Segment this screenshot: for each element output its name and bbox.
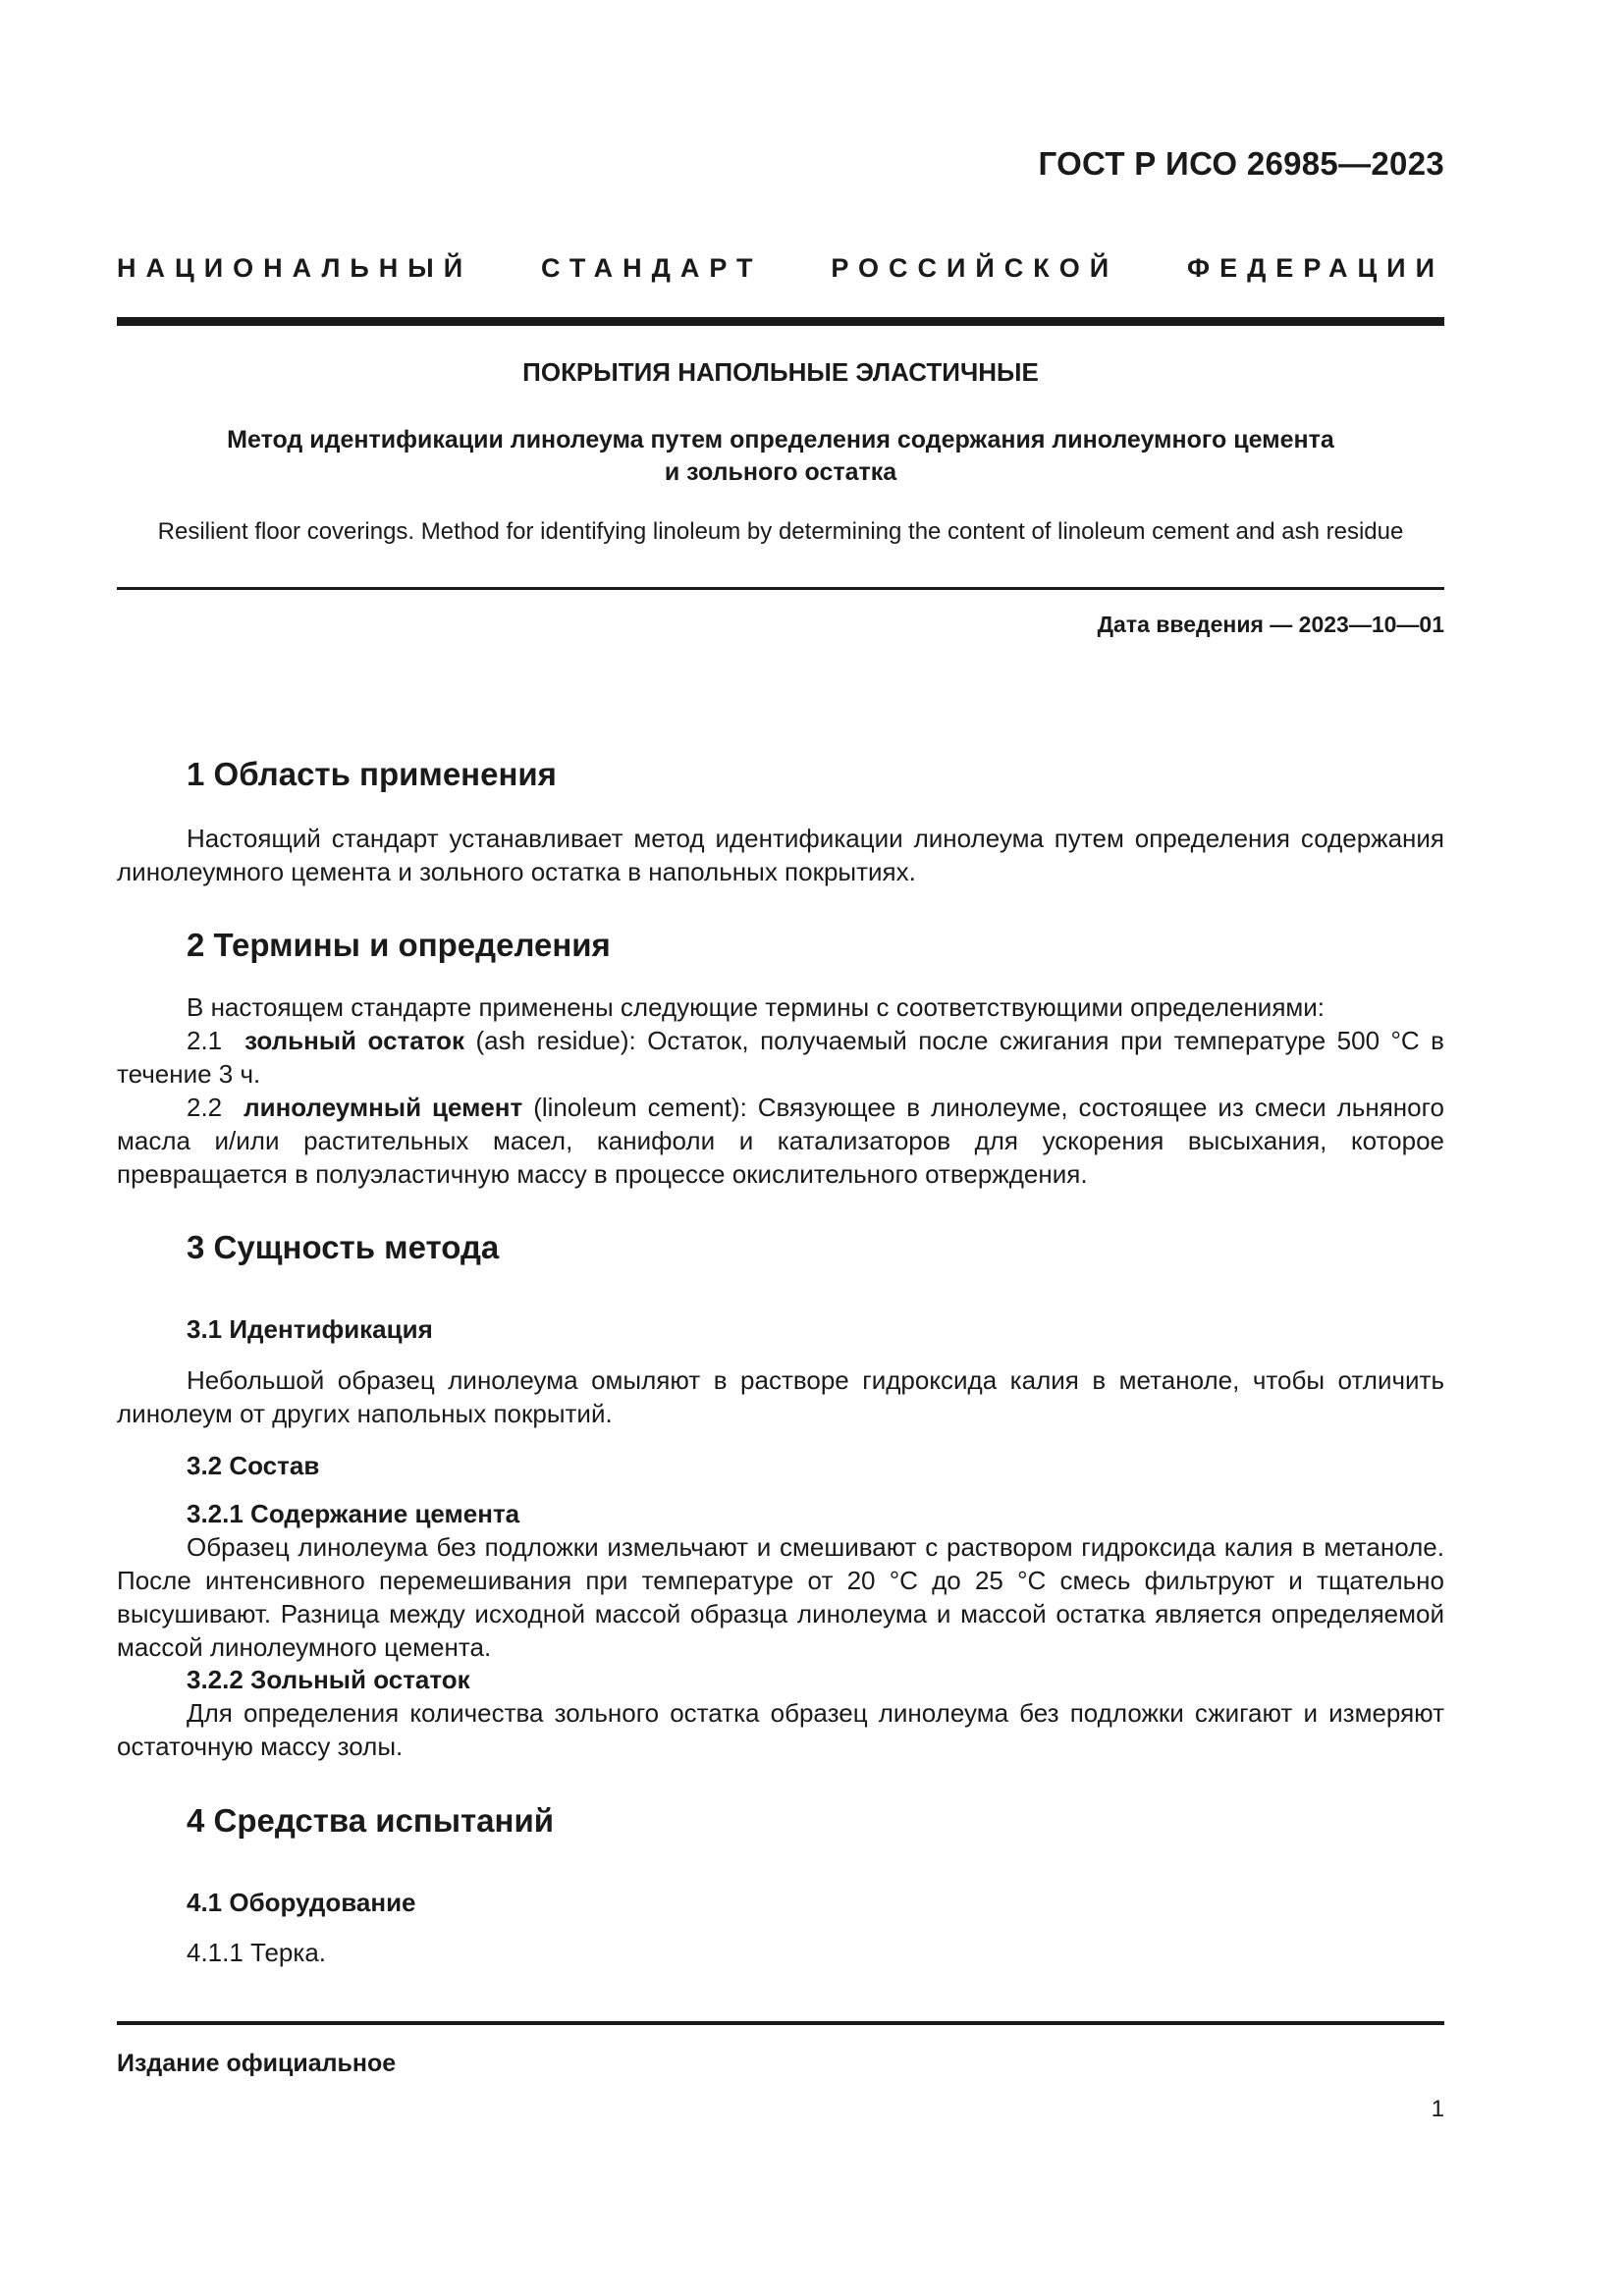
term-2-2-number: 2.2 bbox=[187, 1093, 223, 1122]
title-divider bbox=[117, 587, 1444, 590]
page-number: 1 bbox=[1431, 2096, 1444, 2122]
subsection-3-1-heading: 3.1 Идентификация bbox=[187, 1314, 433, 1344]
section-3-heading: 3 Сущность метода bbox=[187, 1229, 500, 1265]
section-4-heading: 4 Средства испытаний bbox=[187, 1802, 555, 1839]
section-1-heading: 1 Область применения bbox=[187, 756, 557, 792]
item-4-1-1: 4.1.1 Терка. bbox=[187, 1938, 327, 1967]
subsection-3-2-2-paragraph: Для определения количества зольного остатка образец линолеума без подложки сжигают и измеряют остаточную массу золы. bbox=[117, 1698, 1444, 1761]
subtitle-line-1: Метод идентификации линолеума путем определения содержания линолеумного цемента bbox=[227, 426, 1334, 454]
section-1-paragraph: Настоящий стандарт устанавливает метод идентификации линолеума путем определения содержания линолеумного цемента и зольного остатка в напольных покрытиях. bbox=[117, 824, 1444, 886]
term-2-1 bbox=[117, 1024, 1444, 1091]
introduction-date: Дата введения — 2023—10—01 bbox=[1097, 612, 1444, 637]
subtitle-line-2: и зольного остатка bbox=[664, 458, 897, 486]
section-2-intro: В настоящем стандарте применены следующие термины с соответствующими определениями: bbox=[187, 992, 1326, 1022]
term-2-1-name: зольный остаток bbox=[244, 1026, 465, 1055]
term-2-2-name: линолеумный цемент bbox=[244, 1093, 523, 1122]
subsection-3-2-heading: 3.2 Состав bbox=[187, 1451, 320, 1480]
section-2-heading: 2 Термины и определения bbox=[187, 927, 611, 963]
document-code: ГОСТ Р ИСО 26985—2023 bbox=[1038, 145, 1444, 182]
official-edition-label: Издание официальное bbox=[117, 2050, 397, 2077]
subsection-4-1-heading: 4.1 Оборудование bbox=[187, 1888, 416, 1917]
term-2-1-number: 2.1 bbox=[187, 1026, 223, 1055]
term-2-1-definition: (ash residue): Остаток, получаемый после сжигания при температуре 500 °С в течение 3 ч. bbox=[117, 1026, 1444, 1089]
subsection-3-2-1-heading: 3.2.1 Содержание цемента bbox=[187, 1499, 520, 1528]
term-2-2-definition: (linoleum cement): Связующее в линолеуме, состоящее из смеси льняного масла и/или растительных масел, канифоли и катализаторов для ускорения высыхания, которое превращается в полуэластичную массу в процессе окислительного отверждения. bbox=[117, 1093, 1444, 1189]
national-standard-banner: НАЦИОНАЛЬНЫЙ СТАНДАРТ РОССИЙСКОЙ ФЕДЕРАЦИИ bbox=[117, 253, 1444, 283]
standard-subtitle bbox=[117, 424, 1444, 489]
subsection-3-1-paragraph: Небольшой образец линолеума омыляют в растворе гидроксида калия в метаноле, чтобы отличить линолеум от других напольных покрытий. bbox=[117, 1365, 1444, 1428]
footer-divider bbox=[117, 2021, 1444, 2025]
subsection-3-2-2-heading: 3.2.2 Зольный остаток bbox=[187, 1665, 470, 1694]
term-2-2 bbox=[117, 1091, 1444, 1191]
english-title: Resilient floor coverings. Method for identifying linoleum by determining the content of linoleum cement and ash residue bbox=[157, 518, 1404, 545]
subsection-3-2-1-paragraph: Образец линолеума без подложки измельчают и смешивают с раствором гидроксида калия в метаноле. После интенсивного перемешивания при температуре от 20 °С до 25 °С смесь фильтруют и тщательно высушивают. Разница между исходной массой образца линолеума и массой остатка является определяемой массой линолеумного цемента. bbox=[117, 1532, 1444, 1662]
header-thick-rule bbox=[117, 317, 1444, 326]
standard-title: ПОКРЫТИЯ НАПОЛЬНЫЕ ЭЛАСТИЧНЫЕ bbox=[522, 357, 1039, 387]
